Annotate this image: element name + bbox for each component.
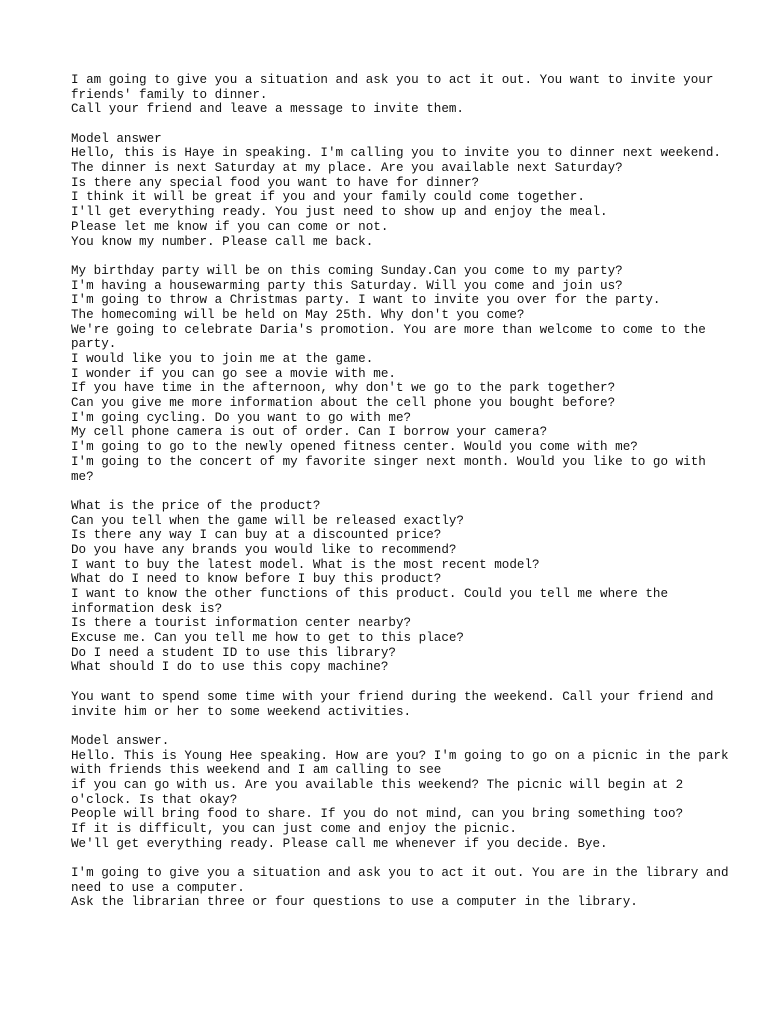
text-line: I'm going to throw a Christmas party. I want to invite you over for the party. (71, 293, 661, 308)
text-line: I want to buy the latest model. What is the most recent model? (71, 557, 540, 572)
text-line: What is the price of the product? (71, 498, 321, 513)
text-line: Do you have any brands you would like to recommend? (71, 542, 457, 557)
text-line: If it is difficult, you can just come and enjoy the picnic. (71, 821, 517, 836)
text-line: if you can go with us. Are you available this weekend? The picnic will begin at 2 o'clock. Is that okay? (71, 777, 691, 807)
text-line: Is there a tourist information center nearby? (71, 616, 412, 631)
text-line: The dinner is next Saturday at my place. Are you available next Saturday? (71, 161, 623, 176)
text-line: I'm having a housewarming party this Saturday. Will you come and join us? (71, 278, 623, 293)
text-line: Hello, this is Haye in speaking. I'm calling you to invite you to dinner next weekend. (71, 146, 721, 161)
paragraph (71, 132, 731, 250)
text-line: My cell phone camera is out of order. Can I borrow your camera? (71, 425, 548, 440)
paragraph (71, 866, 737, 910)
text-line: We'll get everything ready. Please call me whenever if you decide. Bye. (71, 836, 608, 851)
text-line: I am going to give you a situation and ask you to act it out. You want to invite your friends' family to dinner. (71, 73, 721, 102)
text-line: I'm going cycling. Do you want to go with me? (71, 410, 412, 425)
paragraph (71, 73, 731, 117)
text-line: I think it will be great if you and your family could come together. (71, 190, 585, 205)
text-line: I'm going to give you a situation and ask you to act it out. You are in the library and need to use a computer. (71, 866, 737, 895)
text-line: Excuse me. Can you tell me how to get to this place? (71, 631, 464, 646)
text-line: You know my number. Please call me back. (71, 234, 374, 249)
text-line: Call your friend and leave a message to invite them. (71, 102, 464, 117)
paragraph (71, 499, 731, 675)
text-line: Is there any special food you want to have for dinner? (71, 175, 480, 190)
text-line: What should I do to use this copy machine? (71, 660, 389, 675)
text-line: Please let me know if you can come or not. (71, 219, 389, 234)
text-line: I want to know the other functions of this product. Could you tell me where the information desk is? (71, 587, 676, 616)
text-line: Ask the librarian three or four questions to use a computer in the library. (71, 895, 638, 910)
text-line: If you have time in the afternoon, why don't we go to the park together? (71, 381, 616, 396)
text-line: I'm going to the concert of my favorite singer next month. Would you like to go with me? (71, 454, 714, 484)
text-line: The homecoming will be held on May 25th. Why don't you come? (71, 307, 525, 322)
text-line: I would like you to join me at the game. (71, 352, 374, 367)
text-line: I'm going to go to the newly opened fitness center. Would you come with me? (71, 440, 638, 455)
text-line: I'll get everything ready. You just need to show up and enjoy the meal. (71, 205, 608, 220)
text-line: Model answer. (71, 733, 170, 748)
text-line: Can you tell when the game will be released exactly? (71, 513, 464, 528)
text-line: You want to spend some time with your friend during the weekend. Call your friend and invite him or her to some weekend activities. (71, 689, 721, 719)
document-page (71, 73, 737, 925)
paragraph (71, 264, 731, 484)
text-line: We're going to celebrate Daria's promotion. You are more than welcome to come to the party. (71, 322, 714, 352)
text-line: Model answer (71, 131, 162, 146)
text-line: Hello. This is Young Hee speaking. How are you? I'm going to go on a picnic in the park with friends this weekend and I am calling to see (71, 748, 737, 778)
text-line: People will bring food to share. If you do not mind, can you bring something too? (71, 807, 684, 822)
paragraph (71, 733, 737, 852)
paragraph (71, 690, 731, 719)
text-line: What do I need to know before I buy this product? (71, 572, 442, 587)
text-line: Is there any way I can buy at a discounted price? (71, 528, 442, 543)
text-line: My birthday party will be on this coming Sunday.Can you come to my party? (71, 263, 623, 278)
text-line: Can you give me more information about the cell phone you bought before? (71, 396, 616, 411)
text-line: I wonder if you can go see a movie with me. (71, 366, 396, 381)
text-line: Do I need a student ID to use this library? (71, 645, 396, 660)
